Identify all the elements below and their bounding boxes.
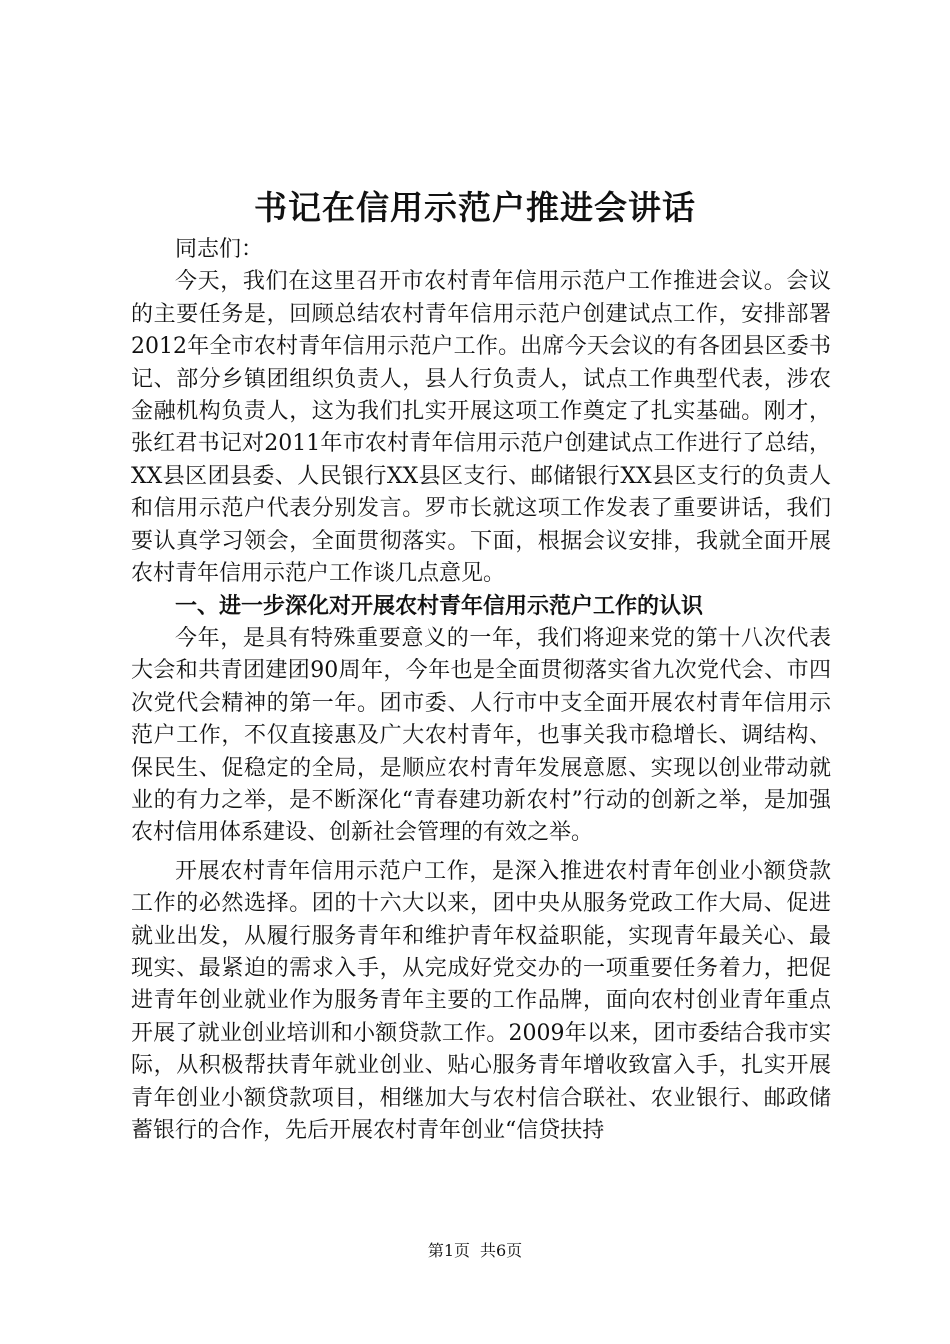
page-number: 第1页 bbox=[427, 1241, 470, 1260]
document-body bbox=[131, 234, 831, 1147]
page-total: 共6页 bbox=[480, 1241, 523, 1260]
section-heading: 一、进一步深化对开展农村青年信用示范户工作的认识 bbox=[175, 593, 704, 620]
intro-paragraph: 今天，我们在这里召开市农村青年信用示范户工作推进会议。会议的主要任务是，回顾总结农村青年信用示范户创建试点工作，安排部署2012年全市农村青年信用示范户工作。出席今天会议的有各团县区委书记、部分乡镇团组织负责人，县人行负责人，试点工作典型代表，涉农金融机构负责人，这为我们扎实开展这项工作奠定了扎实基础。刚才，张红君书记对2011年市农村青年信用示范户创建试点工作进行了总结，XX县区团县委、人民银行XX县区支行、邮储银行XX县区支行的负责人和信用示范户代表分别发言。罗市长就这项工作发表了重要讲话，我们要认真学习领会，全面贯彻落实。下面，根据会议安排，我就全面开展农村青年信用示范户工作谈几点意见。 bbox=[131, 269, 831, 587]
body-paragraph: 今年，是具有特殊重要意义的一年，我们将迎来党的第十八次代表大会和共青团建团90周年，今年也是全面贯彻落实省九次党代会、市四次党代会精神的第一年。团市委、人行市中支全面开展农村青年信用示范户工作，不仅直接惠及广大农村青年，也事关我市稳增长、调结构、保民生、促稳定的全局，是顺应农村青年发展意愿、实现以创业带动就业的有力之举，是不断深化“青春建功新农村”行动的创新之举，是加强农村信用体系建设、创新社会管理的有效之举。 bbox=[131, 625, 831, 846]
document-title: 书记在信用示范户推进会讲话 bbox=[254, 188, 696, 227]
page-footer bbox=[0, 1241, 950, 1261]
salutation: 同志们： bbox=[175, 237, 264, 262]
body-paragraph: 开展农村青年信用示范户工作，是深入推进农村青年创业小额贷款工作的必然选择。团的十六大以来，团中央从服务党政工作大局、促进就业出发，从履行服务青年和维护青年权益职能，实现青年最关心、最现实、最紧迫的需求入手，从完成好党交办的一项重要任务着力，把促进青年创业就业作为服务青年主要的工作品牌，面向农村创业青年重点开展了就业创业培训和小额贷款工作。2009年以来，团市委结合我市实际，从积极帮扶青年就业创业、贴心服务青年增收致富入手，扎实开展青年创业小额贷款项目，相继加大与农村信合联社、农业银行、邮政储蓄银行的合作，先后开展农村青年创业“信贷扶持 bbox=[131, 858, 831, 1143]
